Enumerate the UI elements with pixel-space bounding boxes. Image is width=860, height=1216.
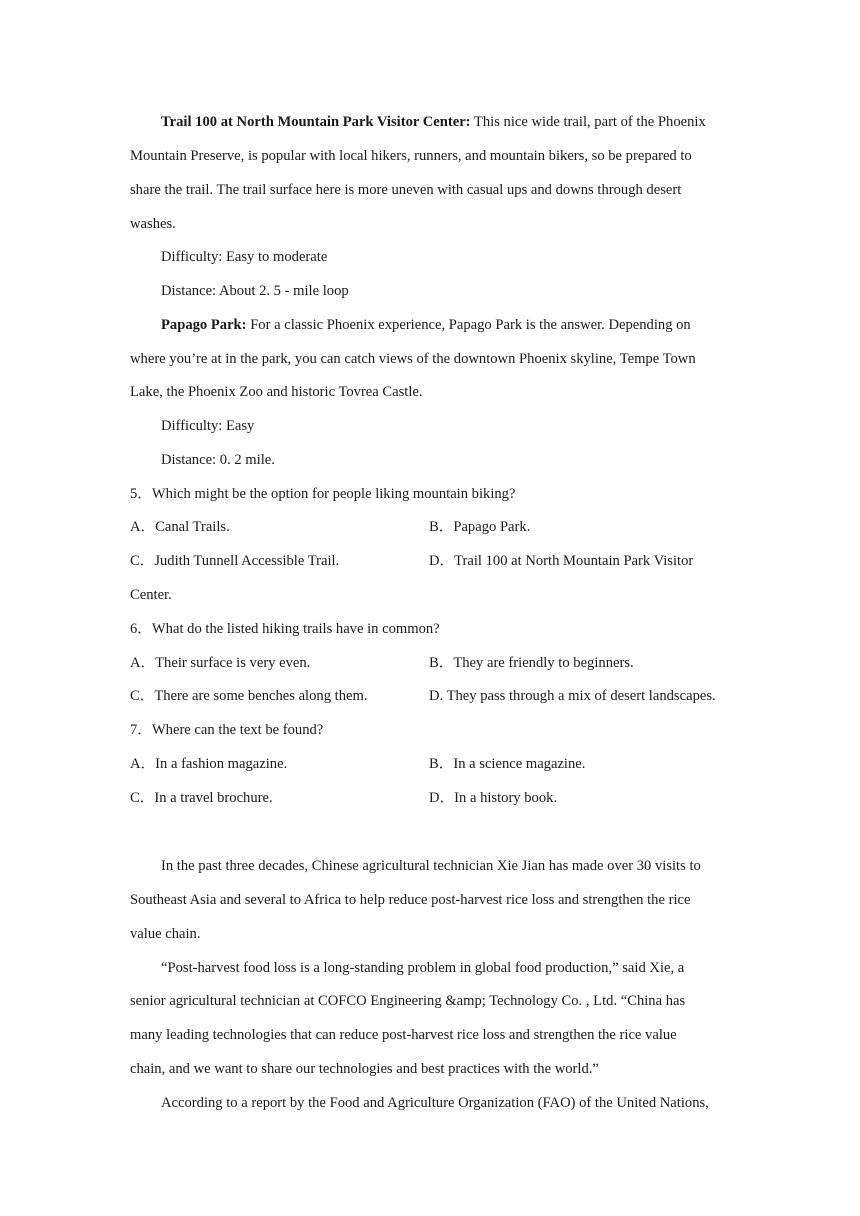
passage2-p2-line-2: senior agricultural technician at COFCO Engineering &amp; Technology Co. , Ltd. “China has [130,993,686,1009]
trail100-line-3: share the trail. The trail surface here is more uneven with casual ups and downs through desert [130,182,682,198]
trail100-line-1 [161,113,741,131]
trail100-text: This nice wide trail, part of the Phoenix [470,114,706,130]
papago-title: Papago Park: [161,317,247,333]
question-6-option-c: C．There are some benches along them. [130,688,368,704]
passage2-p2-line-1: “Post-harvest food loss is a long-standing problem in global food production,” said Xie, a [161,960,685,976]
question-6-option-d: D. They pass through a mix of desert landscapes. [429,688,716,704]
question-5-stem: 5．Which might be the option for people liking mountain biking? [130,486,516,502]
question-7-stem: 7．Where can the text be found? [130,722,324,738]
trail100-title: Trail 100 at North Mountain Park Visitor Center: [161,114,471,130]
question-5-option-c: C．Judith Tunnell Accessible Trail. [130,553,340,569]
question-7-option-d: D．In a history book. [429,790,558,806]
question-6-option-a: A．Their surface is very even. [130,655,311,671]
passage2-p1-line-3: value chain. [130,926,201,942]
question-6-option-b: B．They are friendly to beginners. [429,655,634,671]
passage2-p1-line-2: Southeast Asia and several to Africa to help reduce post-harvest rice loss and strengthen the rice [130,892,691,908]
trail100-distance: Distance: About 2. 5 - mile loop [161,283,349,299]
passage2-p3-line-1: According to a report by the Food and Agriculture Organization (FAO) of the United Nations, [161,1095,709,1111]
question-5-option-d: D．Trail 100 at North Mountain Park Visitor [429,553,694,569]
papago-distance: Distance: 0. 2 mile. [161,452,275,468]
passage2-p2-line-4: chain, and we want to share our technologies and best practices with the world.” [130,1061,599,1077]
question-7-option-b: B．In a science magazine. [429,756,586,772]
question-5-option-b: B．Papago Park. [429,519,531,535]
papago-line-1 [161,316,741,334]
trail100-line-4: washes. [130,216,176,232]
passage2-p2-line-3: many leading technologies that can reduce post-harvest rice loss and strengthen the rice value [130,1027,677,1043]
papago-line-3: Lake, the Phoenix Zoo and historic Tovrea Castle. [130,384,423,400]
question-6-stem: 6．What do the listed hiking trails have in common? [130,621,440,637]
question-7-option-c: C．In a travel brochure. [130,790,273,806]
trail100-line-2: Mountain Preserve, is popular with local hikers, runners, and mountain bikers, so be prepared to [130,148,692,164]
passage2-p1-line-1: In the past three decades, Chinese agricultural technician Xie Jian has made over 30 visits to [161,858,701,874]
question-5-option-d-continued: Center. [130,587,172,603]
papago-text: For a classic Phoenix experience, Papago Park is the answer. Depending on [246,317,691,333]
question-5-option-a: A．Canal Trails. [130,519,230,535]
trail100-difficulty: Difficulty: Easy to moderate [161,249,328,265]
papago-line-2: where you’re at in the park, you can catch views of the downtown Phoenix skyline, Tempe Town [130,351,696,367]
papago-difficulty: Difficulty: Easy [161,418,255,434]
question-7-option-a: A．In a fashion magazine. [130,756,288,772]
